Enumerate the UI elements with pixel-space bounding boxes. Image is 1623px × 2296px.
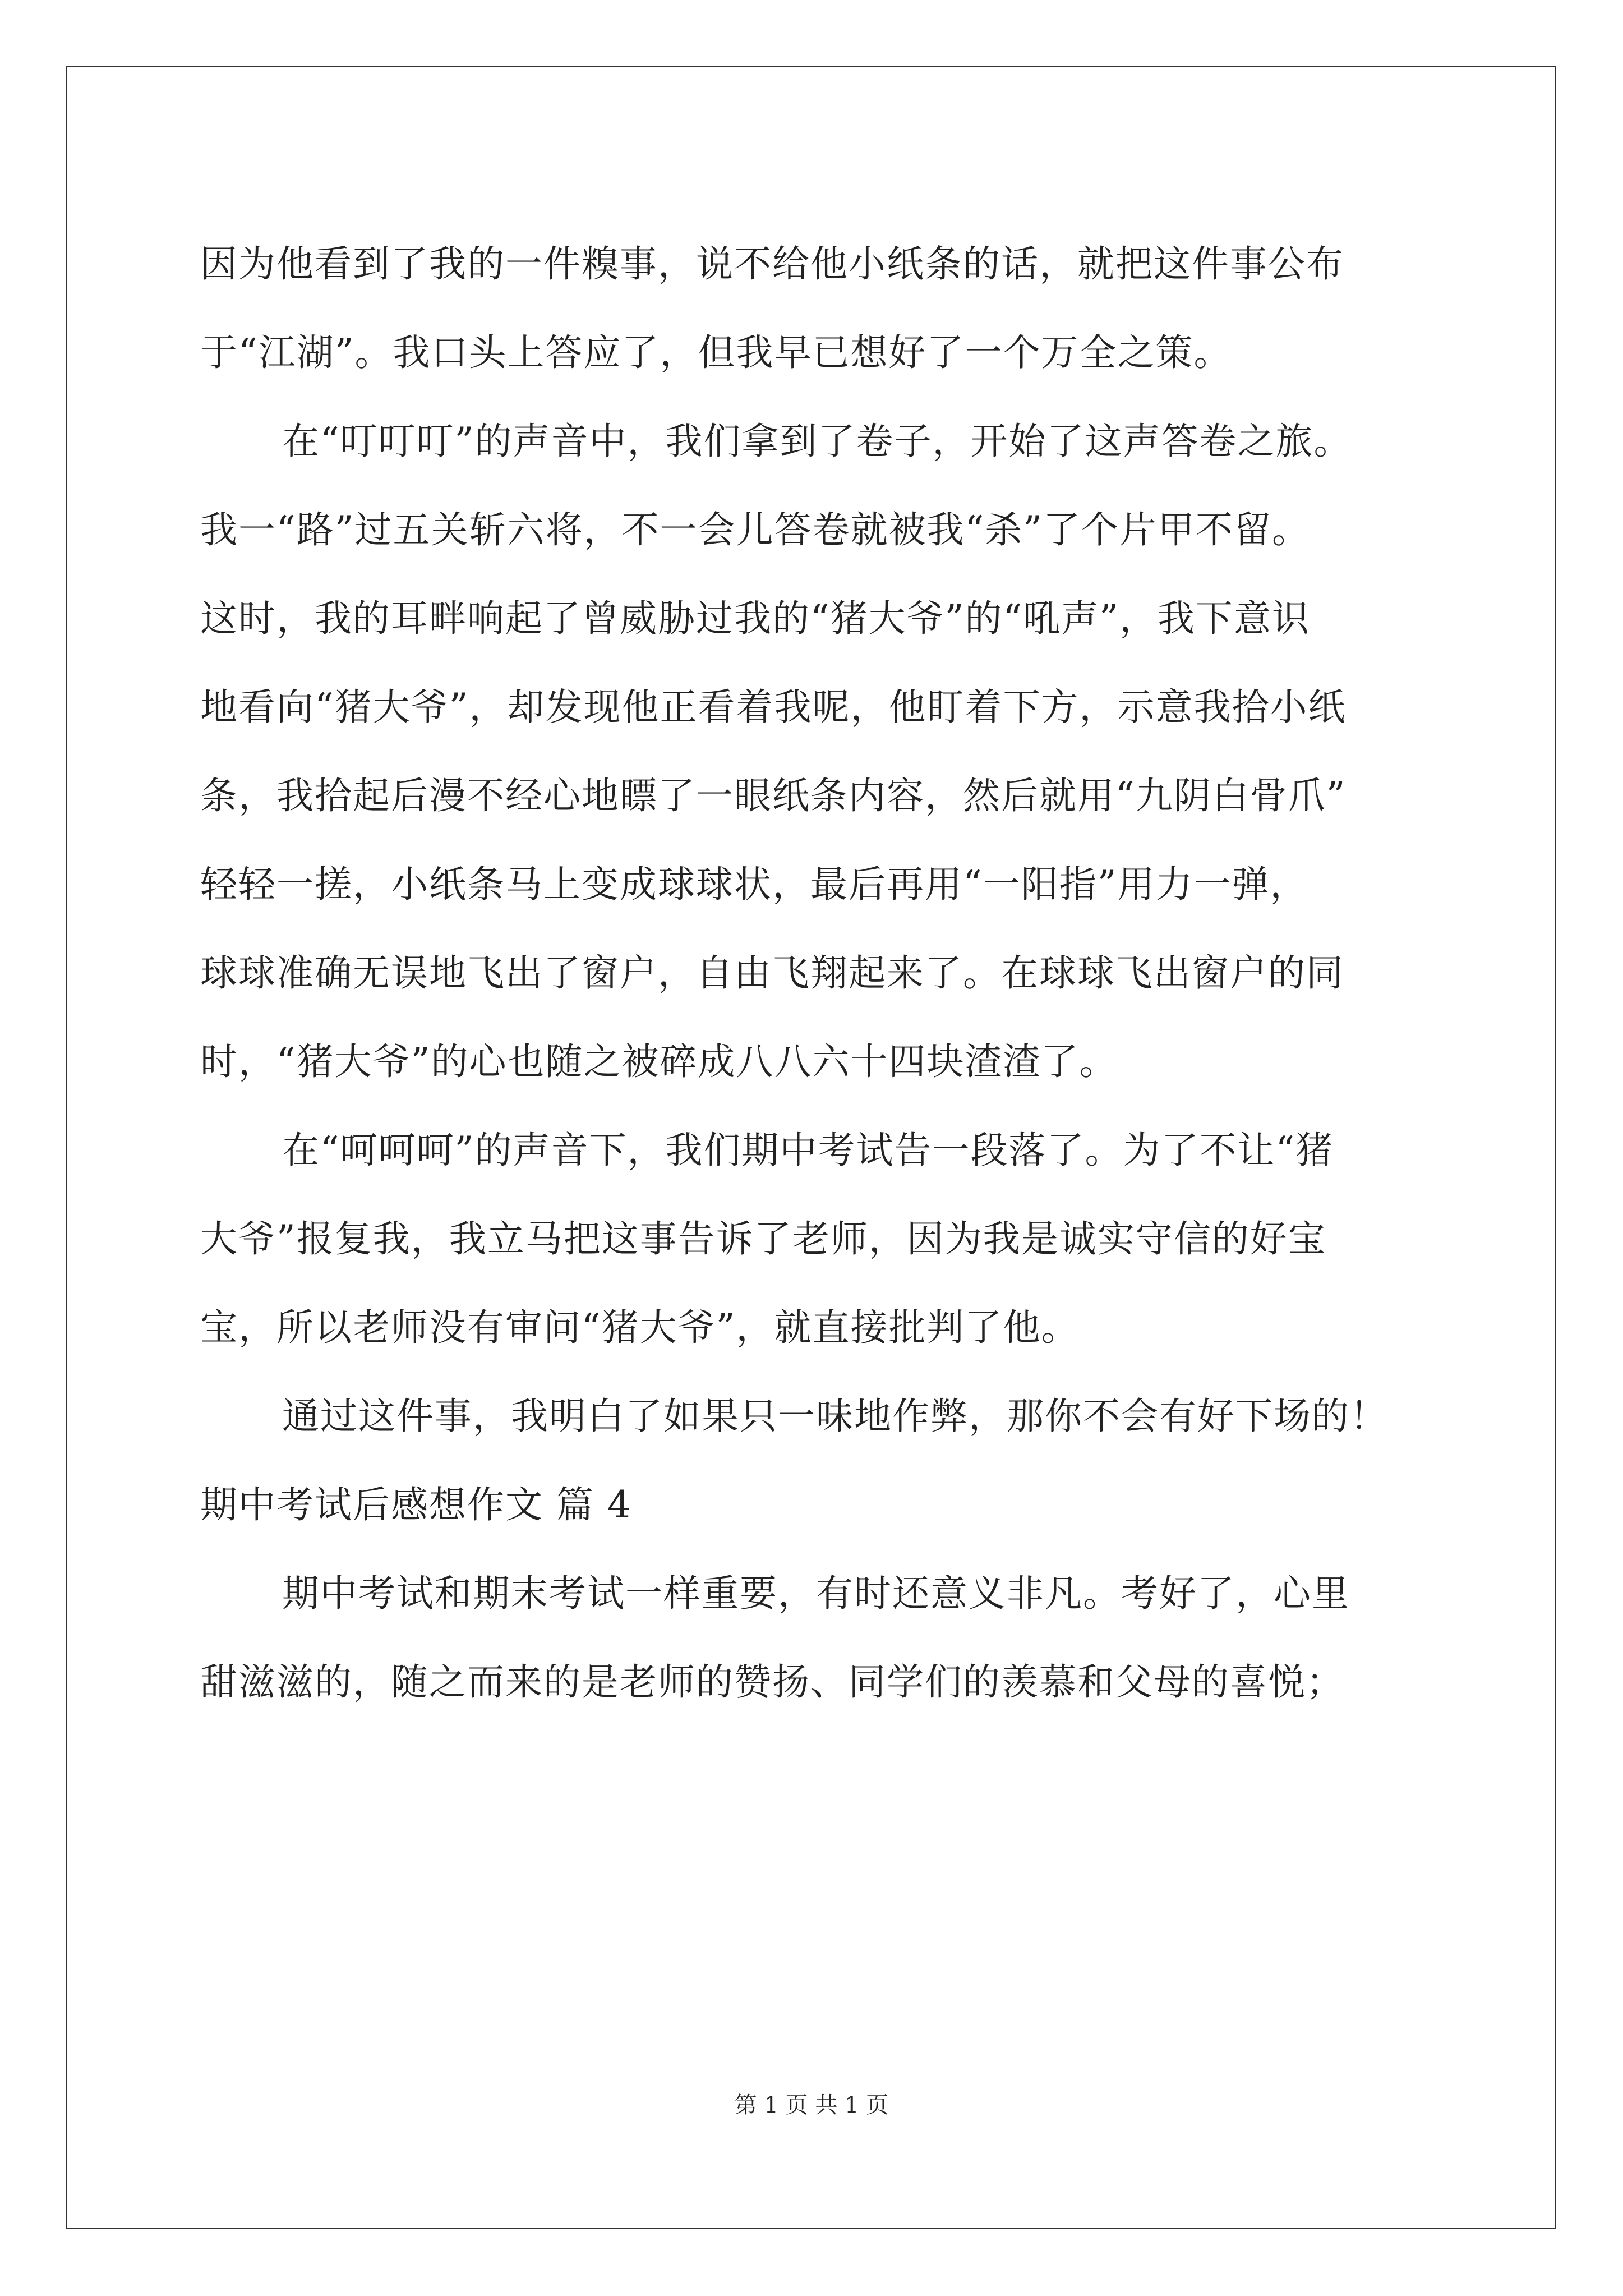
text-line-12: 大爷”报复我，我立马把这事告诉了老师，因为我是诚实守信的好宝	[200, 1217, 1326, 1260]
text-line-4: 我一“路”过五关斩六将，不一会儿答卷就被我“杀”了个片甲不留。	[200, 508, 1310, 551]
text-line-6: 地看向“猪大爷”，却发现他正看着我呢，他盯着下方，示意我拾小纸	[200, 685, 1347, 729]
text-line-1: 因为他看到了我的一件糗事，说不给他小纸条的话，就把这件事公布	[200, 242, 1344, 286]
text-line-7: 条，我拾起后漫不经心地瞟了一眼纸条内容，然后就用“九阴白骨爪”	[200, 774, 1347, 817]
section-heading: 期中考试后感想作文 篇 4	[200, 1483, 632, 1526]
text-line-10: 时，“猪大爷”的心也随之被碎成八八六十四块渣渣了。	[200, 1040, 1118, 1083]
text-line-3: 在“叮叮叮”的声音中，我们拿到了卷子，开始了这声答卷之旅。	[282, 420, 1352, 463]
text-line-14: 通过这件事，我明白了如果只一味地作弊，那你不会有好下场的！	[282, 1395, 1388, 1438]
text-line-16: 期中考试和期末考试一样重要，有时还意义非凡。考好了，心里	[282, 1572, 1350, 1615]
text-line-13: 宝，所以老师没有审问“猪大爷”，就直接批判了他。	[200, 1306, 1080, 1349]
text-line-17: 甜滋滋的，随之而来的是老师的赞扬、同学们的羡慕和父母的喜悦；	[200, 1660, 1344, 1704]
text-line-2: 于“江湖”。我口头上答应了，但我早已想好了一个万全之策。	[200, 331, 1232, 374]
text-line-8: 轻轻一搓，小纸条马上变成球球状，最后再用“一阳指”用力一弹，	[200, 863, 1308, 906]
text-line-5: 这时，我的耳畔响起了曾威胁过我的“猪大爷”的“吼声”，我下意识	[200, 597, 1310, 640]
text-line-9: 球球准确无误地飞出了窗户，自由飞翔起来了。在球球飞出窗户的同	[200, 951, 1344, 995]
page-footer: 第 1 页 共 1 页	[734, 2092, 889, 2118]
text-line-11: 在“呵呵呵”的声音下，我们期中考试告一段落了。为了不让“猪	[282, 1129, 1334, 1172]
document-body	[200, 220, 1423, 1727]
